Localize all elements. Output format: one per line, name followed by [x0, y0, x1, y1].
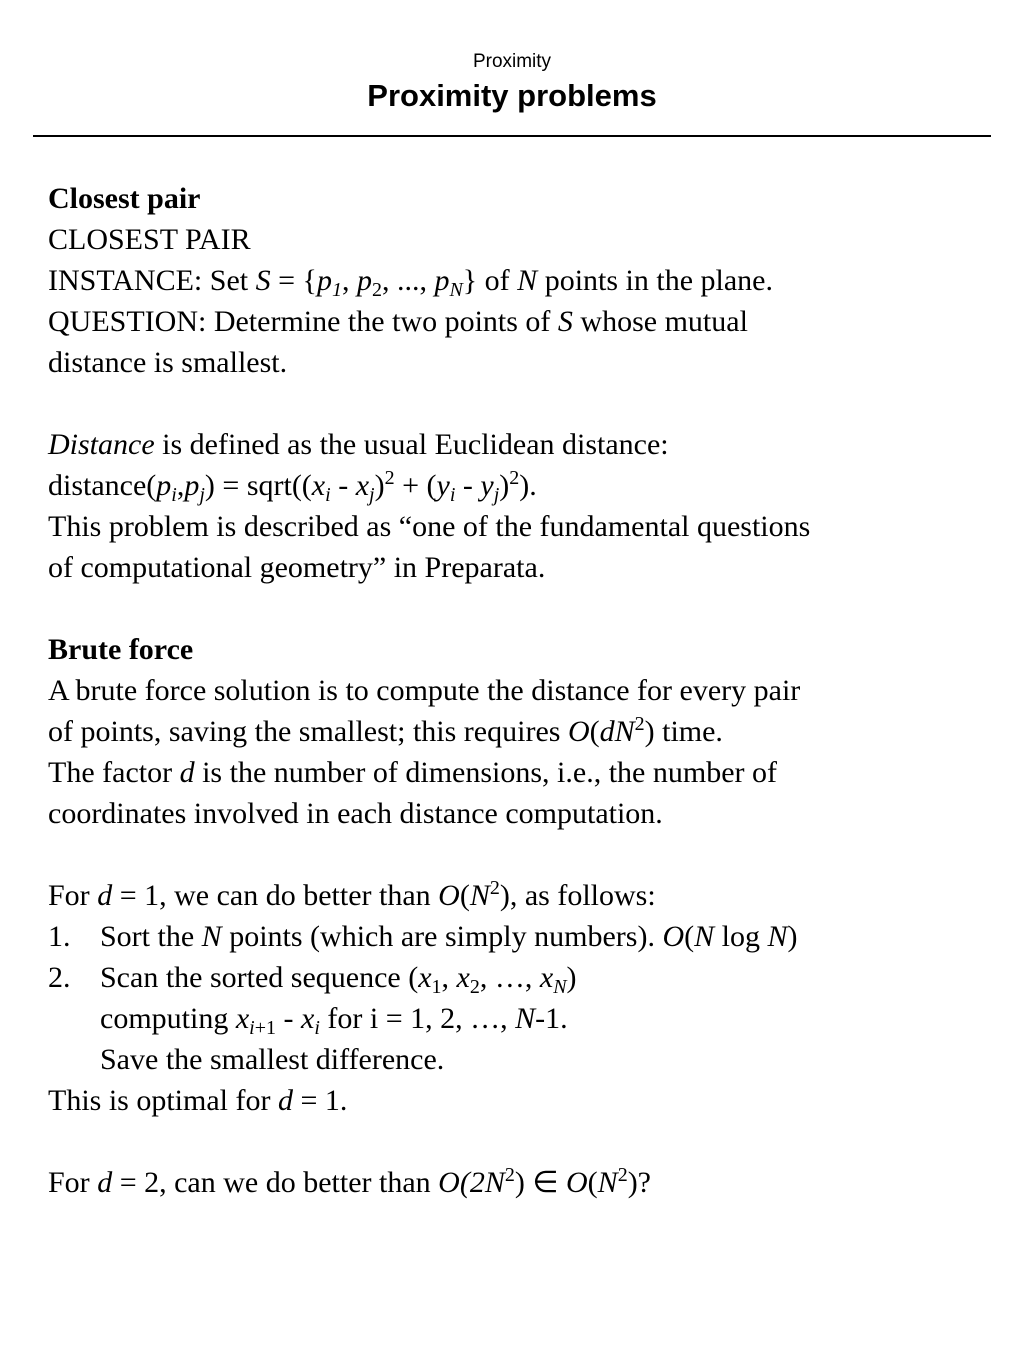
slide-body [48, 178, 988, 1203]
subscript: i [325, 484, 331, 506]
brute-force-line-2 [48, 711, 988, 752]
text-run: , [441, 961, 457, 994]
step-1 [48, 916, 988, 957]
preparata-quote: This problem is described as “one of the fundamental questions [48, 510, 811, 543]
text-run: is the number of dimensions, i.e., the number of [194, 756, 777, 789]
text-run: , [341, 264, 357, 297]
text-run: For [48, 879, 98, 912]
d1-intro [48, 875, 988, 916]
math-var: S [255, 264, 271, 297]
distance-formula [48, 465, 988, 506]
math-var: d [277, 1084, 293, 1117]
subscript: 2 [469, 976, 480, 998]
math-var: N [694, 920, 715, 953]
subscript: j [369, 484, 375, 506]
text-run: ) [514, 1166, 533, 1199]
math-var: x [355, 469, 370, 502]
text-run: whose mutual [572, 305, 748, 338]
math-var: p [316, 264, 332, 297]
math-var: O [438, 879, 460, 912]
subscript: i [449, 484, 456, 506]
math-var: x [301, 1002, 315, 1035]
text-run: -1. [535, 1002, 568, 1035]
text-run: (2 [459, 1166, 485, 1199]
superscript: 2 [504, 1164, 515, 1186]
text-run: ) [499, 469, 510, 502]
distance-definition [48, 424, 988, 465]
subscript: +1 [254, 1017, 276, 1039]
math-var: O [566, 1166, 588, 1199]
subscript: 1 [331, 279, 342, 301]
spacer [48, 588, 988, 629]
text-run: , …, [479, 961, 540, 994]
superscript: 2 [489, 877, 500, 899]
subscript: i [171, 484, 177, 506]
text-run: computing [100, 1002, 236, 1035]
math-var: N [767, 920, 788, 953]
text-run: + ( [394, 469, 437, 502]
text-run: = { [270, 264, 317, 297]
math-var: N [201, 920, 222, 953]
page-title: Proximity problems [367, 78, 657, 113]
subscript: i [249, 1017, 255, 1039]
step-2 [48, 957, 988, 998]
text-run [559, 1166, 567, 1199]
header-subtitle: Proximity [472, 51, 552, 72]
step-2-computing [48, 998, 988, 1039]
text-run: ) [566, 961, 577, 994]
math-var: N [597, 1166, 618, 1199]
subscript: N [553, 976, 567, 998]
text-run: ) [374, 469, 385, 502]
math-var: y [436, 469, 450, 502]
subscript: i [314, 1017, 320, 1039]
preparata-quote-continuation: of computational geometry” in Preparata. [48, 551, 546, 584]
math-var: O [662, 920, 685, 953]
header-divider [33, 135, 991, 137]
text-run: = 1. [292, 1084, 348, 1117]
math-var: dN [599, 715, 635, 748]
list-number: 1. [48, 920, 71, 953]
math-var: O [567, 715, 590, 748]
list-number: 2. [48, 961, 71, 994]
math-var: x [311, 469, 326, 502]
math-var: p [184, 469, 200, 502]
text-run: ). [519, 469, 537, 502]
text-run: ( [587, 1166, 598, 1199]
spacer [48, 383, 988, 424]
brute-force-line-3 [48, 752, 988, 793]
math-var: d [179, 756, 195, 789]
superscript: 2 [384, 467, 395, 489]
spacer [48, 834, 988, 875]
math-var: p [156, 469, 172, 502]
text-run: )? [627, 1166, 651, 1199]
text-run: - [276, 1002, 301, 1035]
text-run: ( [459, 879, 470, 912]
text-run: is defined as the usual Euclidean distance: [154, 428, 669, 461]
text-run: ) [787, 920, 798, 953]
text-run: points in the plane. [537, 264, 773, 297]
brute-force-line-1: A brute force solution is to compute the distance for every pair [48, 674, 801, 707]
math-var: x [235, 1002, 250, 1035]
subscript: j [199, 484, 205, 506]
text-run: ), as follows: [499, 879, 656, 912]
text-run: ) = sqrt(( [204, 469, 312, 502]
math-var: p [434, 264, 450, 297]
superscript: 2 [617, 1164, 628, 1186]
text-run: = 2, can we do better than [112, 1166, 439, 1199]
text-run: , [176, 469, 185, 502]
math-var: S [557, 305, 573, 338]
subscript: N [449, 279, 463, 301]
math-var: N [469, 879, 490, 912]
subscript: j [493, 484, 500, 506]
text-run: Scan the sorted sequence ( [100, 961, 419, 994]
math-var: p [356, 264, 372, 297]
math-var: d [97, 1166, 113, 1199]
text-run: ( [684, 920, 695, 953]
superscript: 2 [509, 467, 520, 489]
math-var: x [456, 961, 470, 994]
instance-line [48, 260, 988, 301]
text-run: The factor [48, 756, 180, 789]
problem-name: CLOSEST PAIR [48, 223, 251, 256]
text-run: ( [589, 715, 600, 748]
math-var: x [418, 961, 432, 994]
math-var: N [517, 264, 538, 297]
text-run: ) time. [644, 715, 723, 748]
math-var: x [539, 961, 554, 994]
subscript: 2 [371, 279, 382, 301]
section-heading-brute-force: Brute force [48, 633, 194, 666]
math-var: d [97, 879, 113, 912]
brute-force-line-4: coordinates involved in each distance computation. [48, 797, 663, 830]
text-run: for i = 1, 2, …, [319, 1002, 516, 1035]
term-distance: Distance [48, 428, 155, 461]
text-run: INSTANCE: Set [48, 264, 256, 297]
text-run: points (which are simply numbers). [221, 920, 663, 953]
text-run: This is optimal for [48, 1084, 278, 1117]
superscript: 2 [634, 713, 645, 735]
text-run: , ..., [381, 264, 435, 297]
text-run: For [48, 1166, 98, 1199]
step-2-save: Save the smallest difference. [100, 1043, 445, 1076]
text-run: Sort the [100, 920, 202, 953]
text-run: QUESTION: Determine the two points of [48, 305, 558, 338]
text-run: distance( [48, 469, 157, 502]
element-of-symbol: ∈ [532, 1166, 559, 1199]
math-var: y [480, 469, 494, 502]
text-run: - [455, 469, 481, 502]
text-run: } of [462, 264, 518, 297]
d2-question [48, 1162, 988, 1203]
optimal-note [48, 1080, 988, 1121]
question-line [48, 301, 988, 342]
subscript: 1 [431, 976, 442, 998]
text-run: = 1, we can do better than [112, 879, 439, 912]
section-heading-closest-pair: Closest pair [48, 182, 201, 215]
math-var: O [438, 1166, 460, 1199]
question-continuation: distance is smallest. [48, 346, 288, 379]
text-run: log [714, 920, 768, 953]
math-var: N [515, 1002, 536, 1035]
text-run: of points, saving the smallest; this requires [48, 715, 568, 748]
text-run: - [330, 469, 356, 502]
math-var: N [484, 1166, 505, 1199]
spacer [48, 1121, 988, 1162]
